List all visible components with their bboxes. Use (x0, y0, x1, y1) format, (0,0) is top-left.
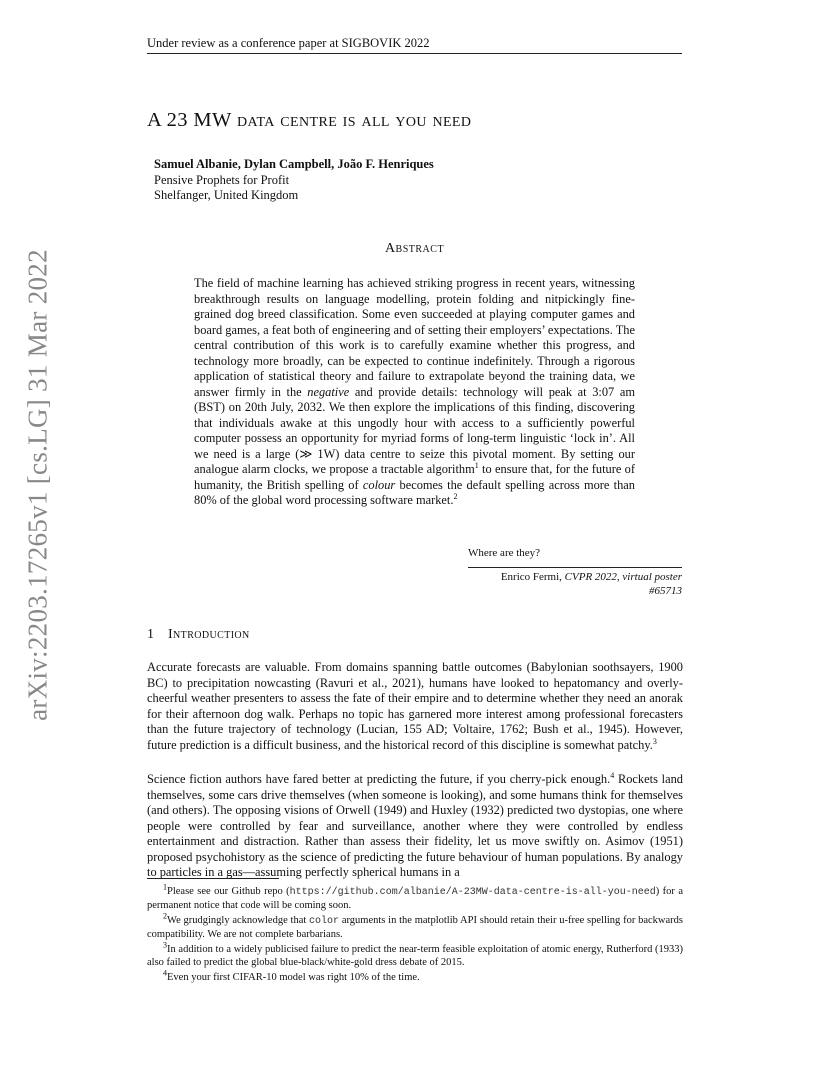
intro-paragraph-2 (147, 772, 683, 881)
footnote-marker[interactable]: 2 (453, 491, 458, 501)
abstract-text: becomes the default spelling across more than 80% of the global word processing software market. (194, 477, 635, 507)
footnote-marker[interactable]: 4 (610, 770, 615, 780)
abstract-text: and provide details: technology will peak at 3:07 am (BST) on 20th July, 2032. We then explore the implications of this finding, discovering that individuals awake at this ungodly hour with access to a sufficiently powerful computer possess an opportunity for myriad forms of long-term linguistic ‘lock in’. All we need is a large (≫ 1W) data centre to seize this pivotal moment. By setting our analogue alarm clocks, we propose a tractable algorithm (194, 384, 635, 476)
footnote-marker[interactable]: 3 (652, 736, 657, 746)
abstract-body (194, 276, 635, 509)
footnote-text: arguments in the matplotlib API should retain their u-free spelling for backwards compatibility. We are not complete barbarians. (147, 915, 683, 940)
epigraph-attribution (468, 570, 682, 598)
author-names: Samuel Albanie, Dylan Campbell, João F. Henriques (154, 157, 434, 171)
intro-paragraph-1 (147, 660, 683, 753)
footnote (147, 968, 683, 984)
footnote-text: Even your first CIFAR-10 model was right 10% of the time. (167, 972, 420, 983)
footnote (147, 882, 683, 912)
epigraph-poster-number: #65713 (649, 585, 682, 597)
epigraph-quote: Where are they? (468, 547, 541, 559)
epigraph-venue: CVPR 2022, virtual poster (564, 571, 682, 583)
abstract-emphasis: colour (362, 477, 396, 492)
paragraph-text: Accurate forecasts are valuable. From domains spanning battle outcomes (Babylonian soothsayers, 1900 BC) to precipitation nowcasting (Ravuri et al., 2021), humans have looked to hepatomancy and overly-cheerful weather presenters to assess the fate of their empire and to determine whether they need an anorak for their afternoon dog walk. Perhaps no topic has garnered more interest among professional forecasters than the future trajectory of technology (Lucian, 155 AD; Voltaire, 1762; Bush et al., 1945). However, future prediction is a difficult business, and the historical record of this discipline is somewhat patchy. (147, 660, 683, 752)
footnote-text: In addition to a widely publicised failure to predict the near-term feasible exploitation of atomic energy, Rutherford (1933) also failed to predict the global blue-black/white-gold dress debate of 2015. (147, 944, 683, 968)
footnote-number: 3 (163, 940, 167, 950)
footnote-code: color (309, 916, 340, 927)
abstract-text: The field of machine learning has achieved striking progress in recent years, witnessing breakthrough results on language modelling, protein folding and nitpickingly fine-grained dog breed classification. Some even succeeded at playing computer games and board games, a feat both of engineering and of setting their employers’ expectations. The central contribution of this work is to carefully examine whether this progress, and technology more broadly, can be expected to continue indefinitely. Through a rigorous application of statistical theory and failure to extrapolate beyond the training data, we answer firmly in the (194, 276, 635, 399)
arxiv-identifier: arXiv:2203.17265v1 [cs.LG] 31 Mar 2022 (22, 248, 53, 721)
epigraph-author: Enrico Fermi, (500, 571, 565, 583)
location: Shelfanger, United Kingdom (154, 188, 299, 202)
author-block (154, 157, 434, 204)
paragraph-text: Science fiction authors have fared better at predicting the future, if you cherry-pick enough. (147, 772, 611, 786)
footnote-text: Please see our Github repo ( (167, 886, 290, 897)
footnote-marker[interactable]: 1 (474, 460, 479, 470)
section-number: 1 (147, 627, 154, 642)
footnote-link[interactable]: https://github.com/albanie/A-23MW-data-centre-is-all-you-need (289, 887, 656, 898)
affiliation: Pensive Prophets for Profit (154, 172, 290, 187)
footnote (147, 940, 683, 969)
title-rest: data centre is all you need (236, 109, 472, 131)
abstract-emphasis: negative (307, 384, 350, 399)
section-heading (147, 627, 250, 643)
header-rule (147, 53, 682, 54)
title-prefix: A 23 MW (147, 109, 232, 131)
footnotes (147, 882, 683, 986)
arxiv-sidebar (18, 248, 58, 721)
footnote-number: 2 (163, 911, 167, 921)
running-header: Under review as a conference paper at SIGBOVIK 2022 (147, 36, 430, 50)
paragraph-text: Rockets land themselves, some cars drive themselves (when someone is looking), and some humans think for themselves (and others). The opposing visions of Orwell (1949) and Huxley (1932) predicted two dystopias, one where people were controlled by fear and surveillance, another where they were controlled by endless entertainment and distraction. Rather than assess their fidelity, let us move swiftly on. Asimov (1951) proposed psychohistory as the science of predicting the future behaviour of human populations. By analogy to particles in a gas—assuming perfectly spherical humans in a (147, 772, 683, 879)
abstract-text: to ensure that, for the future of humanity, the British spelling of (194, 462, 635, 492)
paper-title (147, 109, 471, 132)
footnote (147, 911, 683, 941)
footnote-text: We grudgingly acknowledge that (167, 915, 310, 926)
footnote-number: 4 (163, 968, 167, 978)
epigraph-rule (468, 567, 682, 568)
section-title: Introduction (168, 627, 250, 642)
footnote-rule (147, 878, 279, 879)
abstract-heading: Abstract (384, 241, 445, 256)
footnote-number: 1 (163, 882, 167, 892)
footnote-text: ) for a permanent notice that code will be coming soon. (147, 886, 683, 911)
